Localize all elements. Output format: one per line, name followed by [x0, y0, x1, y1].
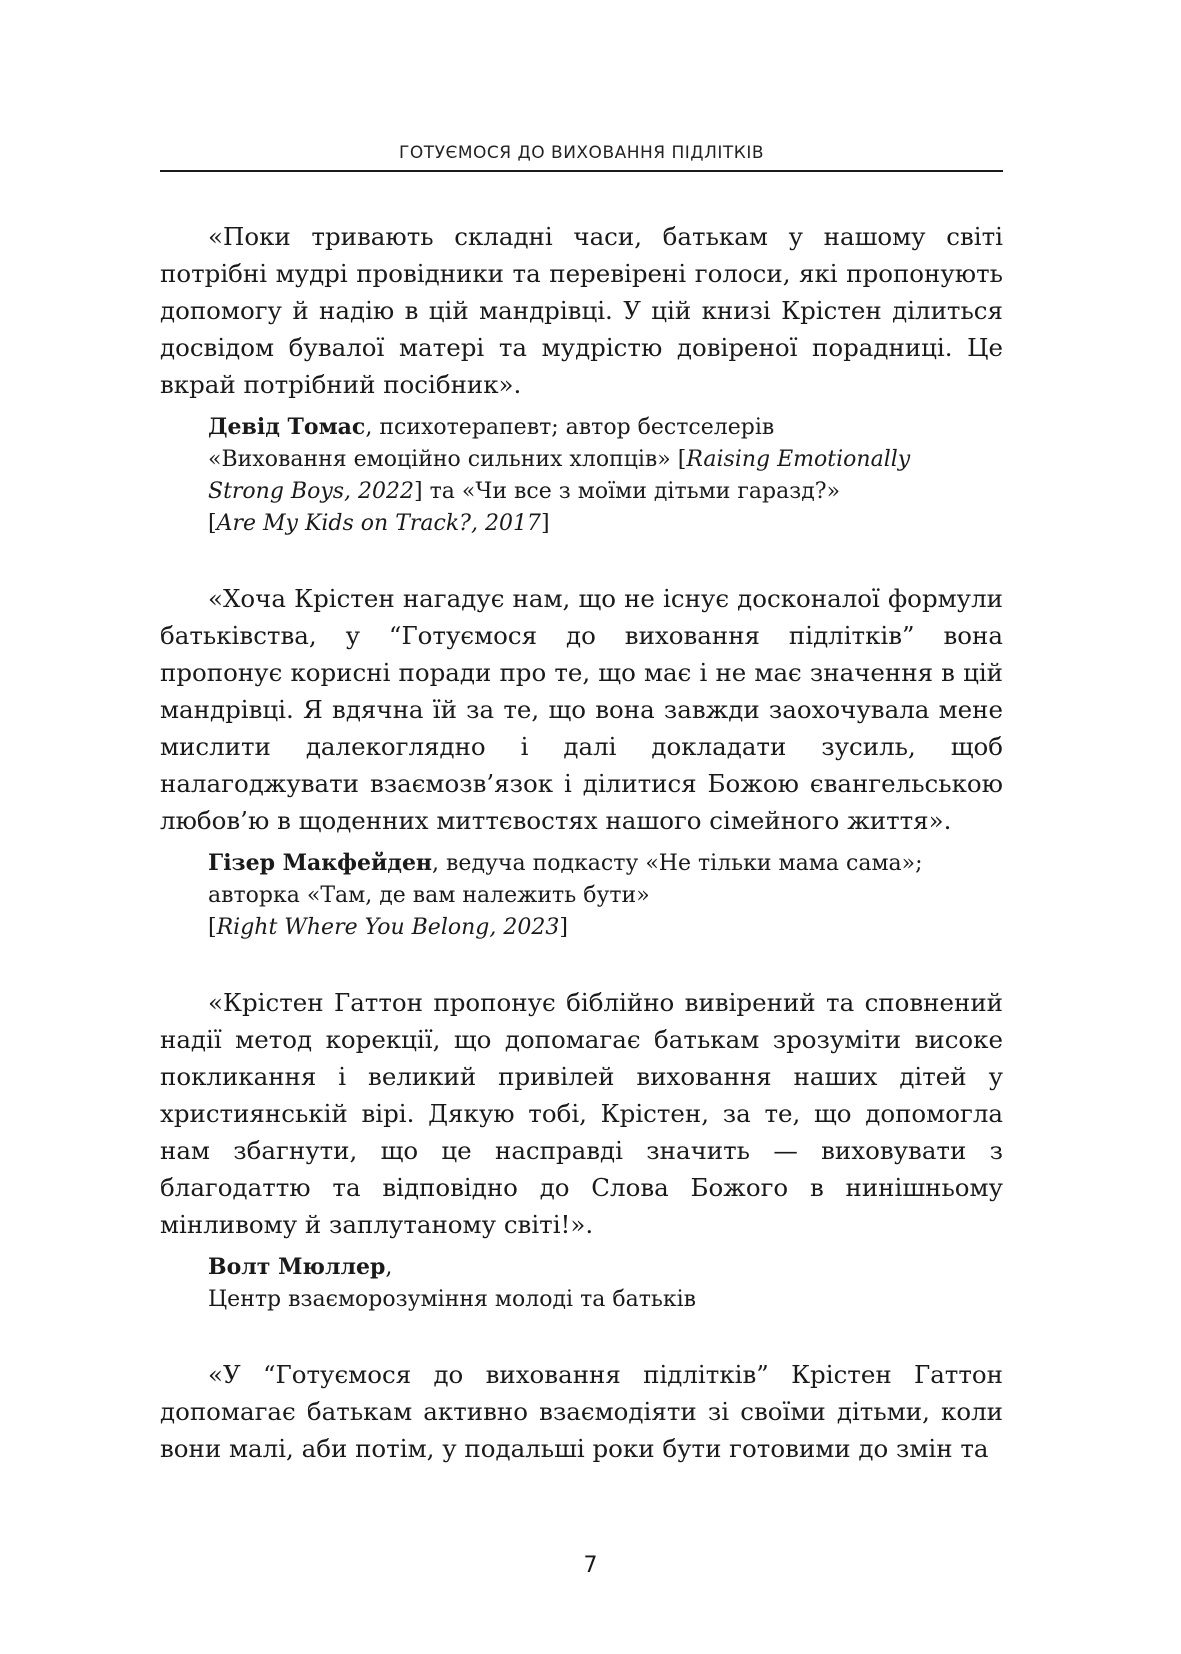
- page-number: 7: [583, 1553, 598, 1578]
- running-header: ГОТУЄМОСЯ ДО ВИХОВАННЯ ПІДЛІТКІВ: [398, 143, 765, 163]
- endorsement-quote-4: «У “Готуємося до виховання підлітків” Крістен Гаттон допомагає батькам активно взаємодіяти зі своїми дітьми, коли вони малі, аби потім, у подальші роки бути готовими до змін та: [160, 1360, 1003, 1463]
- endorsement-quote-2: «Хоча Крістен нагадує нам, що не існує досконалої формули батьківства, у “Готуємося до виховання підлітків” вона пропонує корисні поради про те, що має і не має значення в цій мандрівці. Я вдячна їй за те, що вона завжди заохочувала мене мислити далекоглядно і далі докладати зусиль, щоб налагоджувати взаємозв’язок і ділитися Божою євангельською любов’ю в щоденних миттєвостях нашого сімейного життя».: [160, 584, 1003, 835]
- endorsement-attribution-3: Волт Мюллер, Центр взаєморозуміння молоді та батьків: [208, 1254, 697, 1312]
- author-name: Волт Мюллер: [208, 1254, 386, 1280]
- page-body: [160, 218, 1003, 1467]
- author-name: Гізер Макфейден: [208, 850, 433, 876]
- endorsement-attribution-1: Девід Томас, психотерапевт; автор бестселерів «Виховання емоційно сильних хлопців» [Raising Emotionally Strong Boys, 2022] та «Чи все з моїми дітьми гаразд?» [Are My Kids on Track?, 2017]: [208, 414, 911, 536]
- endorsement-quote-1: «Поки тривають складні часи, батькам у нашому світі потрібні мудрі провідники та перевірені голоси, які пропонують допомогу й надію в цій мандрівці. У цій книзі Крістен ділиться досвідом бувалої матері та мудрістю довіреної порадниці. Це вкрай потрібний посібник».: [160, 222, 1003, 399]
- endorsement-attribution-2: Гізер Макфейден, ведуча подкасту «Не тільки мама сама»; авторка «Там, де вам належить бути» [Right Where You Belong, 2023]: [208, 850, 923, 940]
- author-name: Девід Томас: [208, 414, 366, 440]
- header-rule: [160, 170, 1003, 172]
- endorsement-quote-3: «Крістен Гаттон пропонує біблійно вивірений та сповнений надії метод корекції, що допомагає батькам зрозуміти високе покликання і великий привілей виховання наших дітей у християнській вірі. Дякую тобі, Крістен, за те, що допомогла нам збагнути, що це насправді значить — виховувати з благодаттю та відповідно до Слова Божого в нинішньому мінливому й заплутаному світі!».: [160, 988, 1003, 1239]
